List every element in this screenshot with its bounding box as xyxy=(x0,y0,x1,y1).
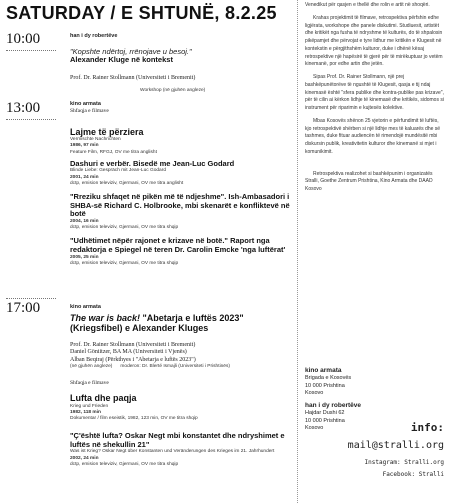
event-title-rest: "Abetarja e luftës 2023" (Kriegsfibel) e Alexander Kluges xyxy=(70,312,244,334)
info-label: info: xyxy=(410,421,444,434)
film-original-title: Was ist Krieg? Oskar Negt über Konstanten und Veränderungen des Krieges im 21. Jahrhundert xyxy=(70,449,275,455)
instagram-link[interactable]: Instagram: Stralli.org xyxy=(364,459,444,466)
event-block xyxy=(70,33,290,94)
address-line: Kosovo xyxy=(305,424,324,431)
dotted-divider xyxy=(6,298,56,299)
page-title: SATURDAY / E SHTUNË, 8.2.25 xyxy=(6,3,277,23)
address-line: 10 000 Prishtina xyxy=(305,417,345,424)
event-title-italic: The war is back! xyxy=(70,312,141,323)
address-line: Hajdar Dushi 62 xyxy=(305,410,345,417)
film-desc: dctp, emision televiziv, Gjermani, OV me titra anglisht xyxy=(70,180,184,186)
film-meta: 2002, 24 min xyxy=(70,455,99,461)
film-original-title: Krieg und Frieden xyxy=(70,403,109,409)
venue-label: han i dy robertëve xyxy=(70,33,118,39)
event-time: 17:00 xyxy=(6,300,41,316)
event-title xyxy=(70,313,290,334)
event-note: (në gjuhën angleze) moderon: Dr. Blerté Ismajli (Universiteti i Prishtinës) xyxy=(70,364,230,370)
speaker: Prof. Dr. Rainer Stollmann (Universiteti i Bremenit) xyxy=(70,74,196,81)
address-line: 10 000 Prishtina xyxy=(305,382,345,389)
film-desc: dctp, emision televiziv, Gjermani, OV me titra shqip xyxy=(70,260,179,266)
event-time: 13:00 xyxy=(6,100,41,116)
film-meta: 2004, 16 min xyxy=(70,219,99,224)
column-divider xyxy=(297,0,298,503)
film-meta: 2005, 25 min xyxy=(70,254,99,260)
dotted-divider xyxy=(6,119,56,120)
film-meta: 2001, 24 min xyxy=(70,174,99,180)
film-title: "Ç'është lufta? Oskar Negt mbi konstantet dhe ndryshimet e luftës në shekullin 21" xyxy=(70,431,285,449)
venue-address: kino armata Brigada e Kosovës 10 000 Prishtina Kosovo xyxy=(305,367,352,396)
film-desc: dctp, emision televiziv, Gjermani, OV me titra shqip xyxy=(70,225,179,231)
film-desc: Dokumentar / film eseistik, 1982, 123 min, OV me titra shqip xyxy=(70,415,198,421)
film-desc: Feature Film, RFGJ, OV me titra anglisht xyxy=(70,149,157,155)
paragraph: Sipas Prof. Dr. Rainer Stollmann, një prej bashkëpunëtorëve të ngushtë të Klugesit, qasja e tij ndaj kinemasë është "sfera publike dhe kontra-publike pas krizave", për të cilin ai kërkon lidhje të kinemasë dhe kritikës, sidomos si instrument për riparimin e kujtesës kolektive. xyxy=(305,74,444,111)
paragraph: Mbas Kosovës shënon 25 vjetorin e përfundimit të luftës, kjo retrospektivë shërben si një lidhje mes të kaluarës dhe së tashmes, duke fituar audiencën të rimendojë mundësitë mbi diskursin publik, kreativitetin kulturor dhe kinemanë si mjet i komunikimit. xyxy=(305,117,441,155)
section-label: Shfaqja e filmave xyxy=(70,380,109,387)
paragraph: Venedikut për qasjen e thellë dhe rolin e artit në shoqëri. xyxy=(305,2,430,8)
film-title: Lufta dhe paqja xyxy=(70,393,137,404)
venue-label: kino armata xyxy=(70,304,101,310)
film-title: "Udhëtimet nëpër rajonet e krizave në botë." Raport nga redaktorja e Spiegel në teren Dr. Carolin Emcke 'nga luftërat' xyxy=(70,236,286,255)
film-meta: 1982, 118 min xyxy=(70,409,101,415)
dotted-divider xyxy=(6,50,56,51)
event-time: 10:00 xyxy=(6,31,41,47)
address-line: Kosovo xyxy=(305,389,324,396)
film-meta: 1986, 97 min xyxy=(70,143,99,149)
film-original-title: Blinde Liebe: Gespräch mit Jean-Luc Godard xyxy=(70,168,166,174)
event-block xyxy=(70,304,290,468)
speaker: Alban Beqiraj (Përkthyes i "Abetarja e luftës 2023") xyxy=(70,356,196,363)
film-desc: dctp, emision televiziv, Gjermani, OV me titra shqip xyxy=(70,461,179,467)
event-title: Alexander Kluge në kontekst xyxy=(70,54,173,64)
description-text xyxy=(305,2,445,199)
film-title: Dashuri e verbër. Bisedë me Jean-Luc Godard xyxy=(70,158,235,168)
paragraph: Krahas projektimit të filmave, retrospektiva përfshin edhe ligjërata, workshope dhe panele diskutimi. Studiuesit, artistët dhe kritikët nga fusha të ndryshme të kulturës, do të shpalosin pikëpamjet dhe përvojat e tyre lidhur me kritikën e Klugesit në kontekstin e përgjithshëm kulturor, duke i dhënë kësaj retrospektive një hapësirë të gjerë për të mirëkuptuar jo vetëm kinemanë, por edhe artin dhe jetën. xyxy=(305,14,443,68)
paragraph: Retrospektiva realizohet si bashkëpunim i organizatës Stralli, Goethe Zentrum Prishtina, Kino Armata dhe DAAD Kosovo xyxy=(305,170,433,192)
event-quote: "Kopshte ndërtoj, rrënojave u besoj." xyxy=(70,46,192,56)
email-link[interactable]: mail@stralli.org xyxy=(347,440,444,451)
event-block xyxy=(70,101,290,267)
film-title: "Rreziku shfaqet në pikën më të ndjeshme". Ish-Ambasadori i SHBA-së Richard C. Holbrooke, mbi skenarët e konfliktevë në botë xyxy=(70,192,290,219)
film-title: Lajme të përziera xyxy=(70,126,144,137)
event-note: Workshop (në gjuhën angleze) xyxy=(140,88,206,93)
film-original-title: Vermischte Nachrichten xyxy=(70,137,121,143)
venue-label: kino armata xyxy=(70,101,101,107)
speaker: Daniel Göniitzer, BA MA (Universiteti i Vjenës) xyxy=(70,349,187,356)
address-line: Brigada e Kosovës xyxy=(305,375,352,382)
venue-address: han i dy robertëve Hajdar Dushi 62 10 000 Prishtina Kosovo xyxy=(305,402,361,431)
section-label: Shfaqja e filmave xyxy=(70,107,109,114)
speaker: Prof. Dr. Rainer Stollmann (Universiteti i Bremenit) xyxy=(70,341,196,348)
facebook-link[interactable]: Facebook: Stralli xyxy=(382,471,444,478)
